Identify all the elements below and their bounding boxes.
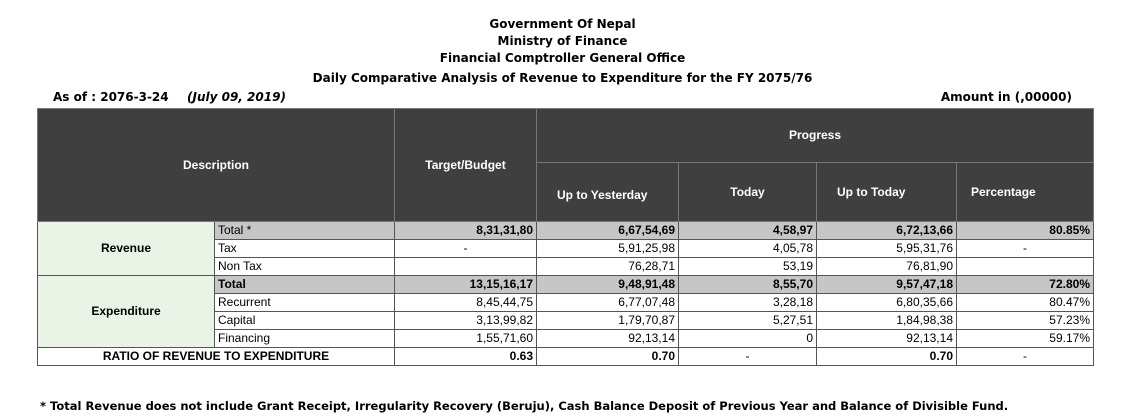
yesterday-cell: 1,79,70,87 [537,312,679,330]
yesterday-cell: 76,28,71 [537,258,679,276]
target-cell: 3,13,99,82 [395,312,537,330]
up-to-today-cell: 1,84,98,38 [817,312,957,330]
up-to-today-cell: 6,72,13,66 [817,222,957,240]
yesterday-cell: 6,67,54,69 [537,222,679,240]
ratio-label: RATIO OF REVENUE TO EXPENDITURE [38,348,395,366]
today-header: Today [679,163,817,222]
up-to-today-cell: 9,57,47,18 [817,276,957,294]
ratio-target: 0.63 [395,348,537,366]
ratio-up-to-today: 0.70 [817,348,957,366]
target-cell: 1,55,71,60 [395,330,537,348]
today-cell: 0 [679,330,817,348]
yesterday-cell: 9,48,91,48 [537,276,679,294]
percentage-cell: 59.17% [957,330,1094,348]
amount-unit: Amount in (,00000) [940,90,1072,104]
today-cell: 53,19 [679,258,817,276]
yesterday-cell: 92,13,14 [537,330,679,348]
ratio-yesterday: 0.70 [537,348,679,366]
up-to-today-header: Up to Today [817,163,957,222]
target-cell [395,258,537,276]
up-to-today-cell: 6,80,35,66 [817,294,957,312]
row-label: Capital [215,312,395,330]
up-to-today-cell: 5,95,31,76 [817,240,957,258]
target-cell: 8,45,44,75 [395,294,537,312]
header-government: Government Of Nepal [489,17,636,31]
expenditure-group-label: Expenditure [38,276,215,348]
ratio-today: - [679,348,817,366]
header-office: Financial Comptroller General Office [439,51,686,65]
percentage-cell: 57.23% [957,312,1094,330]
yesterday-cell: 5,91,25,98 [537,240,679,258]
row-label: Financing [215,330,395,348]
ratio-percentage: - [957,348,1094,366]
description-header: Description [38,109,395,222]
table-row [38,222,1094,240]
percentage-header: Percentage [957,163,1094,222]
target-cell: 8,31,31,80 [395,222,537,240]
revenue-group-label: Revenue [38,222,215,276]
percentage-cell: 80.85% [957,222,1094,240]
footnote: * Total Revenue does not include Grant Receipt, Irregularity Recovery (Beruju), Cash Balance Deposit of Previous Year and Balance of Divisible Fund. [40,399,1009,413]
english-date: (July 09, 2019) [187,90,286,104]
table-row [38,276,1094,294]
yesterday-cell: 6,77,07,48 [537,294,679,312]
up-to-today-cell: 76,81,90 [817,258,957,276]
today-cell: 4,58,97 [679,222,817,240]
revenue-expenditure-table [37,108,1094,366]
up-to-today-cell: 92,13,14 [817,330,957,348]
percentage-cell [957,258,1094,276]
today-cell: 5,27,51 [679,312,817,330]
percentage-cell: - [957,240,1094,258]
target-header: Target/Budget [395,109,537,222]
header-ministry: Ministry of Finance [497,34,628,48]
report-title: Daily Comparative Analysis of Revenue to Expenditure for the FY 2075/76 [312,71,813,85]
row-label: Tax [215,240,395,258]
progress-header: Progress [537,109,1094,163]
today-cell: 4,05,78 [679,240,817,258]
as-of-date: As of : 2076-3-24 [53,90,169,104]
today-cell: 3,28,18 [679,294,817,312]
column-header-row [38,109,1094,163]
row-label: Non Tax [215,258,395,276]
up-to-yesterday-header: Up to Yesterday [537,163,679,222]
target-cell: - [395,240,537,258]
ratio-row [38,348,1094,366]
target-cell: 13,15,16,17 [395,276,537,294]
today-cell: 8,55,70 [679,276,817,294]
percentage-cell: 72.80% [957,276,1094,294]
row-label: Recurrent [215,294,395,312]
row-label: Total * [215,222,395,240]
percentage-cell: 80.47% [957,294,1094,312]
row-label: Total [215,276,395,294]
